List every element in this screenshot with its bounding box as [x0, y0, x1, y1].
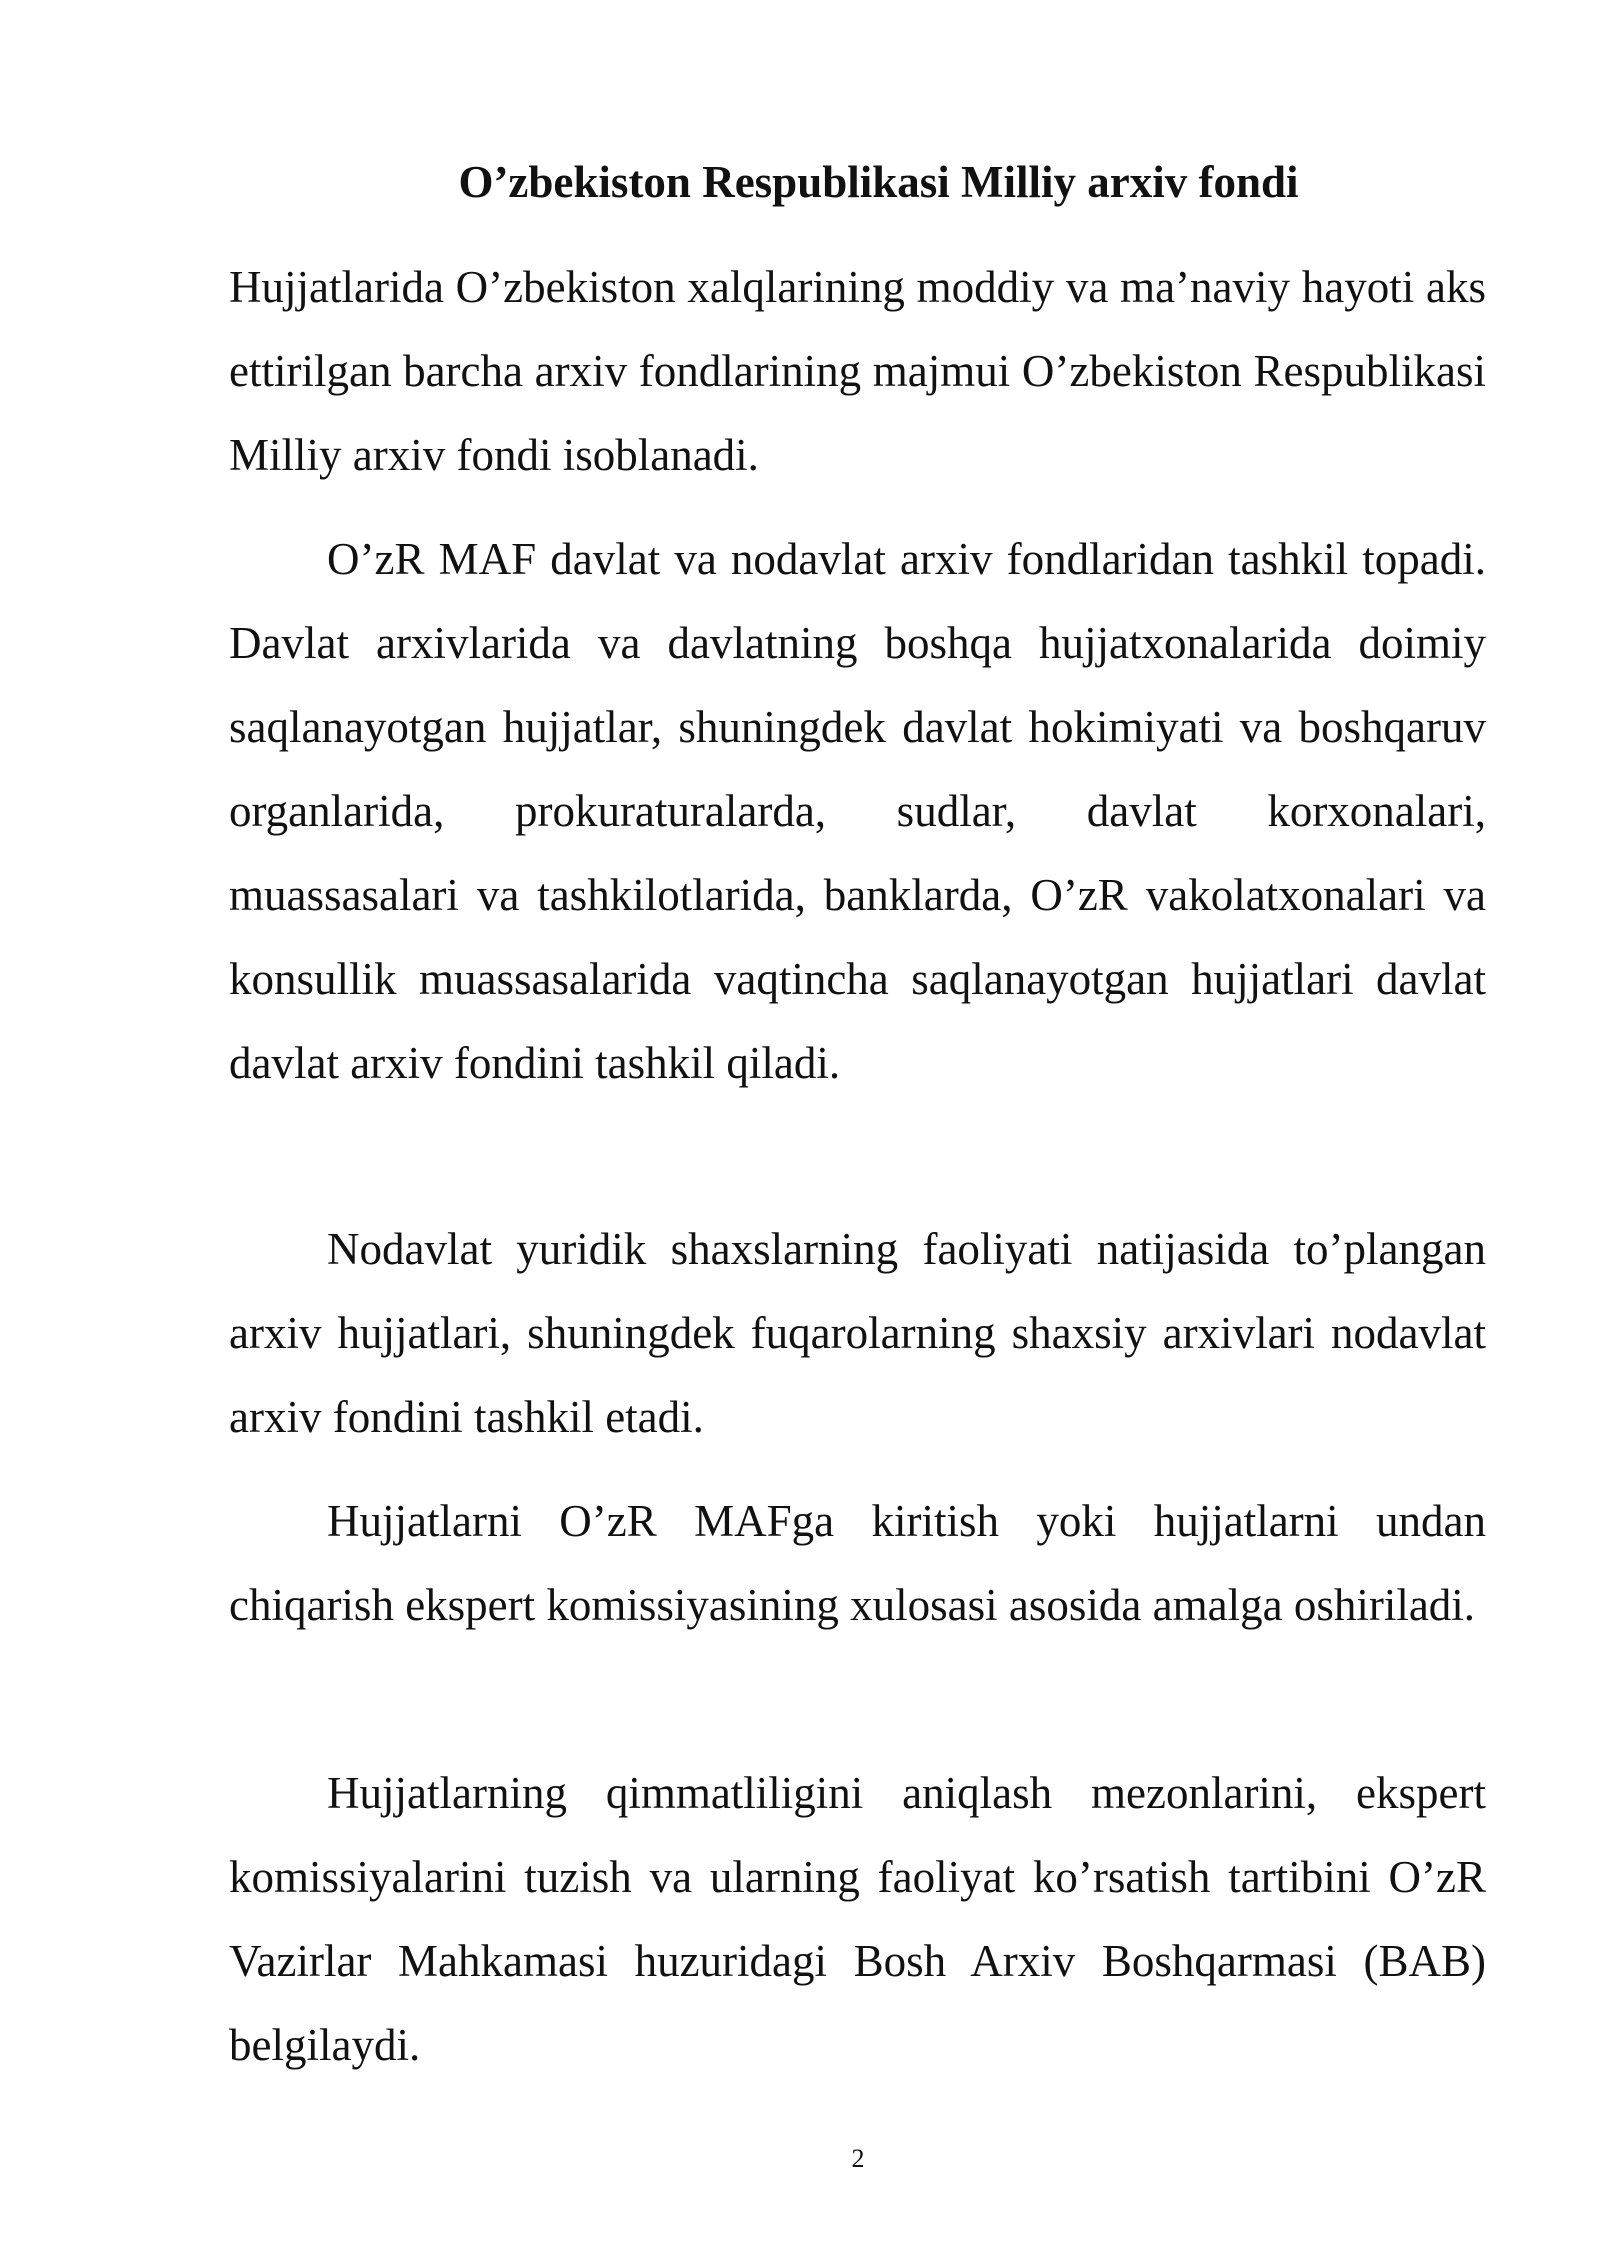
paragraph-2: O’zR MAF davlat va nodavlat arxiv fondlaridan tashkil topadi. Davlat arxivlarida va davlatning boshqa hujjatxonalarida doimiy saqlanayotgan hujjatlar, shuningdek davlat hokimiyati va boshqaruv organlarida, prokuraturalarda, sudlar, davlat korxonalari, muassasalari va tashkilotlarida, banklarda, O’zR vakolatxonalari va konsullik muassasalarida vaqtincha saqlanayotgan hujjatlari davlat davlat arxiv fondini tashkil qiladi.	[229, 534, 1486, 1088]
paragraph-5: Hujjatlarning qimmatliligini aniqlash mezonlarini, ekspert komissiyalarini tuzish va ularning faoliyat ko’rsatish tartibini O’zR Vazirlar Mahkamasi huzuridagi Bosh Arxiv Boshqarmasi (BAB) belgilaydi.	[229, 1768, 1486, 2070]
document-title: O’zbekiston Respublikasi Milliy arxiv fondi	[458, 157, 1299, 207]
paragraph-4: Hujjatlarni O’zR MAFga kiritish yoki hujjatlarni undan chiqarish ekspert komissiyasining xulosasi asosida amalga oshiriladi.	[229, 1496, 1486, 1630]
paragraph-3: Nodavlat yuridik shaxslarning faoliyati natijasida to’plangan arxiv hujjatlari, shuningdek fuqarolarning shaxsiy arxivlari nodavlat arxiv fondini tashkil etadi.	[229, 1224, 1486, 1442]
paragraph-1: Hujjatlarida O’zbekiston xalqlarining moddiy va ma’naviy hayoti aks ettirilgan barcha arxiv fondlarining majmui O’zbekiston Respublikasi Milliy arxiv fondi isoblanadi.	[229, 262, 1486, 480]
page-number: 2	[851, 2144, 865, 2173]
